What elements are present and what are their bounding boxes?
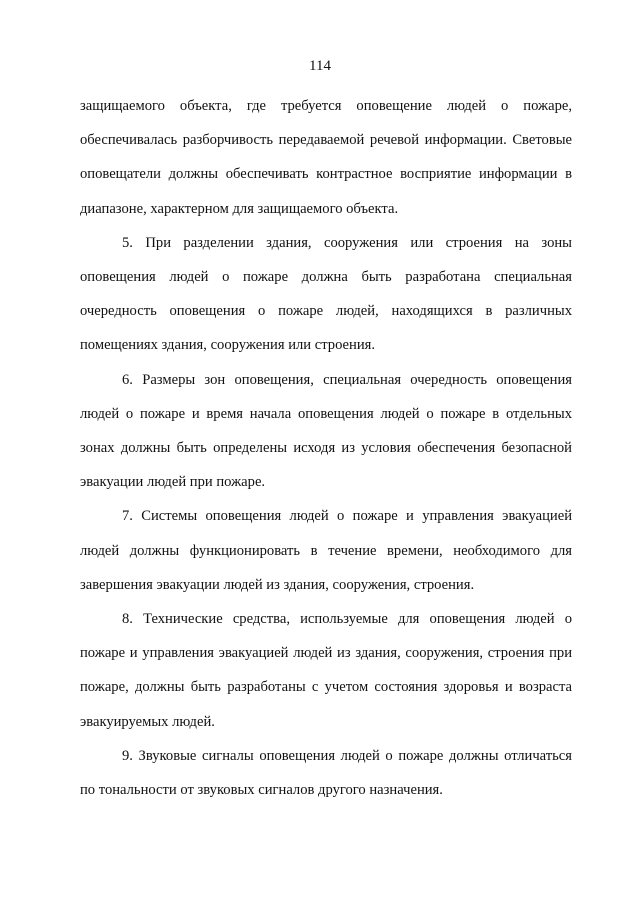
paragraph-item-7: 7. Системы оповещения людей о пожаре и управления эвакуацией людей должны функционировать в течение времени, необходимого для завершения эвакуации людей из здания, сооружения, строения. [80,508,572,593]
paragraph-item-8: 8. Технические средства, используемые для оповещения людей о пожаре и управления эвакуацией людей из здания, сооружения, строения при пожаре, должны быть разработаны с учетом состояния здоровья и возраста эвакуируемых людей. [80,611,572,730]
paragraph-continuation: защищаемого объекта, где требуется оповещение людей о пожаре, обеспечивалась разборчивость передаваемой речевой информации. Световые оповещатели должны обеспечивать контрастное восприятие информации в диапазоне, характерном для защищаемого объекта. [80,98,572,217]
document-body [80,89,572,807]
paragraph-item-9: 9. Звуковые сигналы оповещения людей о пожаре должны отличаться по тональности от звуковых сигналов другого назначения. [80,747,572,799]
paragraph-item-5: 5. При разделении здания, сооружения или строения на зоны оповещения людей о пожаре должна быть разработана специальная очередность оповещения о пожаре людей, находящихся в различных помещениях здания, сооружения или строения. [80,234,572,354]
page-number: 114 [309,58,331,74]
paragraph-item-6: 6. Размеры зон оповещения, специальная очередность оповещения людей о пожаре и время начала оповещения людей о пожаре в отдельных зонах должны быть определены исходя из условия обеспечения безопасной эвакуации людей при пожаре. [80,371,572,491]
